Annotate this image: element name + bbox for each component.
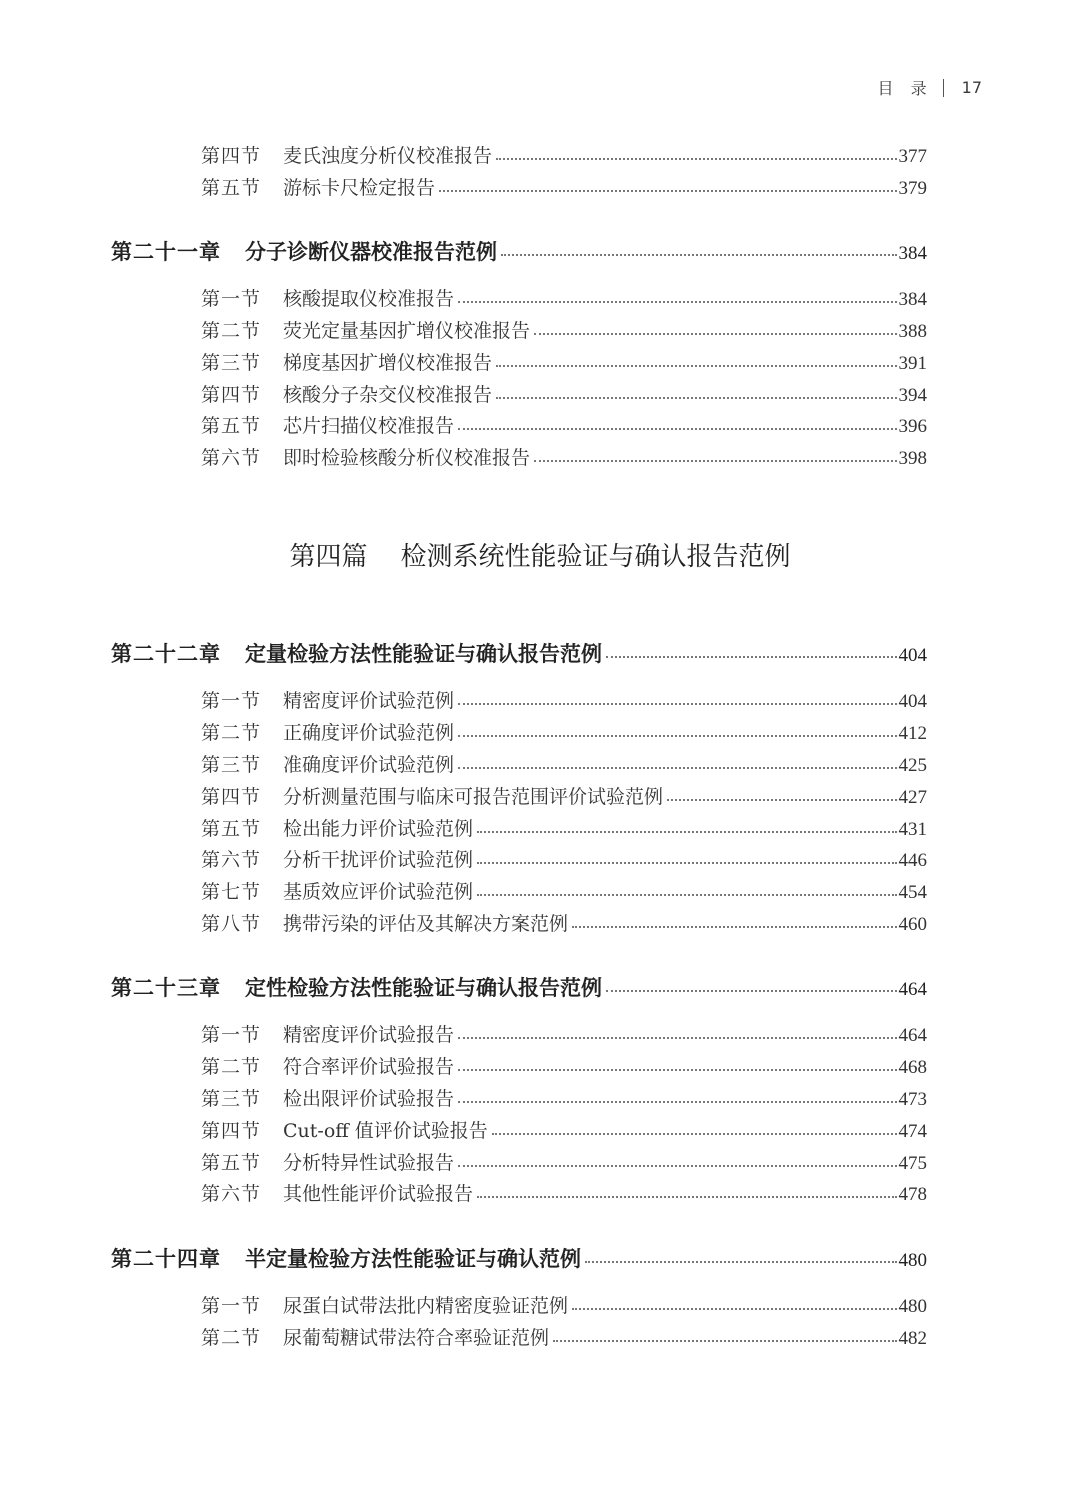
dot-leader xyxy=(606,990,897,992)
running-head-page-number: 17 xyxy=(961,78,982,97)
toc-section-entry xyxy=(201,814,927,841)
toc-chapter-entry xyxy=(111,638,927,668)
chapter-title: 半定量检验方法性能验证与确认范例 xyxy=(245,1246,581,1271)
section-number: 第一节 xyxy=(201,690,262,712)
dot-leader xyxy=(477,862,896,864)
section-number: 第四节 xyxy=(201,145,262,167)
toc-section-entry xyxy=(201,411,927,438)
dot-leader xyxy=(458,301,896,303)
section-page-number: 384 xyxy=(898,289,927,310)
dot-leader xyxy=(501,254,897,256)
section-number: 第三节 xyxy=(201,754,262,776)
section-page-number: 388 xyxy=(898,321,927,342)
running-head-section: 目 录 xyxy=(877,79,933,98)
section-number: 第六节 xyxy=(201,849,262,871)
chapter-number: 第二十四章 xyxy=(111,1246,221,1271)
toc-section-entry xyxy=(201,909,927,936)
section-page-number: 475 xyxy=(898,1153,927,1174)
running-head xyxy=(878,76,982,99)
section-page-number: 431 xyxy=(898,819,927,840)
chapter-page-number: 404 xyxy=(898,645,927,666)
section-number: 第五节 xyxy=(201,1152,262,1174)
section-page-number: 478 xyxy=(898,1184,927,1205)
section-title: 尿葡萄糖试带法符合率验证范例 xyxy=(283,1327,550,1349)
section-title: 精密度评价试验范例 xyxy=(283,690,455,712)
chapter-title: 定量检验方法性能验证与确认报告范例 xyxy=(245,641,602,666)
dot-leader xyxy=(606,656,897,658)
dot-leader xyxy=(458,1101,896,1103)
section-number: 第四节 xyxy=(201,1120,262,1142)
section-number: 第六节 xyxy=(201,447,262,469)
section-title: 正确度评价试验范例 xyxy=(283,722,455,744)
toc-section-entry xyxy=(201,1148,927,1175)
toc-section-entry xyxy=(201,877,927,904)
section-number: 第八节 xyxy=(201,913,262,935)
toc-section-entry xyxy=(201,1291,927,1318)
section-title: 游标卡尺检定报告 xyxy=(283,177,436,199)
toc-chapter-entry xyxy=(111,972,927,1002)
section-title: 符合率评价试验报告 xyxy=(283,1056,455,1078)
section-page-number: 454 xyxy=(898,882,927,903)
section-page-number: 464 xyxy=(898,1025,927,1046)
chapter-title: 分子诊断仪器校准报告范例 xyxy=(245,239,497,264)
section-number: 第五节 xyxy=(201,415,262,437)
section-number: 第四节 xyxy=(201,786,262,808)
section-page-number: 377 xyxy=(898,146,927,167)
dot-leader xyxy=(458,428,896,430)
section-page-number: 412 xyxy=(898,723,927,744)
dot-leader xyxy=(439,190,896,192)
section-number: 第二节 xyxy=(201,320,262,342)
dot-leader xyxy=(477,831,896,833)
chapter-number: 第二十一章 xyxy=(111,239,221,264)
chapter-page-number: 480 xyxy=(898,1250,927,1271)
toc-section-entry xyxy=(201,782,927,809)
dot-leader xyxy=(496,365,896,367)
section-number: 第二节 xyxy=(201,1327,262,1349)
dot-leader xyxy=(492,1133,897,1135)
section-number: 第六节 xyxy=(201,1183,262,1205)
toc-section-entry xyxy=(201,1020,927,1047)
dot-leader xyxy=(572,1308,896,1310)
section-title: 携带污染的评估及其解决方案范例 xyxy=(283,913,569,935)
section-number: 第三节 xyxy=(201,352,262,374)
dot-leader xyxy=(534,333,896,335)
section-title: 其他性能评价试验报告 xyxy=(283,1183,474,1205)
section-title: 准确度评价试验范例 xyxy=(283,754,455,776)
dot-leader xyxy=(458,1037,896,1039)
section-title: 麦氏浊度分析仪校准报告 xyxy=(283,145,493,167)
section-page-number: 379 xyxy=(898,178,927,199)
section-title: 分析干扰评价试验范例 xyxy=(283,849,474,871)
section-title: 荧光定量基因扩增仪校准报告 xyxy=(283,320,531,342)
toc-section-entry xyxy=(201,380,927,407)
section-page-number: 460 xyxy=(898,914,927,935)
section-page-number: 427 xyxy=(898,787,927,808)
section-page-number: 474 xyxy=(898,1121,927,1142)
section-title: 检出限评价试验报告 xyxy=(283,1088,455,1110)
toc-section-entry xyxy=(201,686,927,713)
section-page-number: 446 xyxy=(898,850,927,871)
section-title: 检出能力评价试验范例 xyxy=(283,818,474,840)
toc-section-entry xyxy=(201,316,927,343)
toc-section-entry xyxy=(201,1323,927,1350)
section-number: 第一节 xyxy=(201,1295,262,1317)
section-number: 第五节 xyxy=(201,818,262,840)
section-page-number: 396 xyxy=(898,416,927,437)
toc-section-entry xyxy=(201,1084,927,1111)
dot-leader xyxy=(458,703,896,705)
section-page-number: 480 xyxy=(898,1296,927,1317)
dot-leader xyxy=(667,799,896,801)
section-title: 芯片扫描仪校准报告 xyxy=(283,415,455,437)
section-title: 梯度基因扩增仪校准报告 xyxy=(283,352,493,374)
chapter-number: 第二十二章 xyxy=(111,641,221,666)
toc-section-entry xyxy=(201,718,927,745)
toc-section-entry xyxy=(201,141,927,168)
section-page-number: 394 xyxy=(898,385,927,406)
section-number: 第三节 xyxy=(201,1088,262,1110)
section-page-number: 398 xyxy=(898,448,927,469)
section-title: 核酸提取仪校准报告 xyxy=(283,288,455,310)
running-head-divider xyxy=(943,79,944,97)
section-title: 分析测量范围与临床可报告范围评价试验范例 xyxy=(283,786,664,808)
toc-section-entry xyxy=(201,1052,927,1079)
dot-leader xyxy=(572,926,896,928)
toc-section-entry xyxy=(201,1116,927,1143)
section-title: 尿蛋白试带法批内精密度验证范例 xyxy=(283,1295,569,1317)
toc-section-entry xyxy=(201,750,927,777)
section-title: 即时检验核酸分析仪校准报告 xyxy=(283,447,531,469)
dot-leader xyxy=(477,1196,896,1198)
dot-leader xyxy=(458,1165,896,1167)
section-page-number: 482 xyxy=(898,1328,927,1349)
section-page-number: 468 xyxy=(898,1057,927,1078)
dot-leader xyxy=(477,894,896,896)
section-title: 核酸分子杂交仪校准报告 xyxy=(283,384,493,406)
toc-section-entry xyxy=(201,284,927,311)
chapter-title: 定性检验方法性能验证与确认报告范例 xyxy=(245,975,602,1000)
chapter-number: 第二十三章 xyxy=(111,975,221,1000)
dot-leader xyxy=(458,767,896,769)
dot-leader xyxy=(458,735,896,737)
section-number: 第七节 xyxy=(201,881,262,903)
section-page-number: 391 xyxy=(898,353,927,374)
toc-section-entry xyxy=(201,173,927,200)
section-page-number: 473 xyxy=(898,1089,927,1110)
section-page-number: 425 xyxy=(898,755,927,776)
section-number: 第四节 xyxy=(201,384,262,406)
section-title: Cut-off 值评价试验报告 xyxy=(283,1120,488,1142)
section-number: 第二节 xyxy=(201,1056,262,1078)
dot-leader xyxy=(496,397,896,399)
toc-chapter-entry xyxy=(111,1243,927,1273)
section-number: 第一节 xyxy=(201,1024,262,1046)
toc-chapter-entry xyxy=(111,236,927,266)
section-title: 基质效应评价试验范例 xyxy=(283,881,474,903)
section-title: 分析特异性试验报告 xyxy=(283,1152,455,1174)
dot-leader xyxy=(534,460,896,462)
toc-section-entry xyxy=(201,1179,927,1206)
section-page-number: 404 xyxy=(898,691,927,712)
toc-section-entry xyxy=(201,845,927,872)
section-number: 第五节 xyxy=(201,177,262,199)
dot-leader xyxy=(585,1261,897,1263)
section-number: 第二节 xyxy=(201,722,262,744)
dot-leader xyxy=(458,1069,896,1071)
toc-section-entry xyxy=(201,348,927,375)
chapter-page-number: 464 xyxy=(898,979,927,1000)
chapter-page-number: 384 xyxy=(898,243,927,264)
section-title: 精密度评价试验报告 xyxy=(283,1024,455,1046)
toc-section-entry xyxy=(201,443,927,470)
section-number: 第一节 xyxy=(201,288,262,310)
dot-leader xyxy=(496,158,896,160)
part-title: 第四篇 检测系统性能验证与确认报告范例 xyxy=(289,542,791,572)
dot-leader xyxy=(553,1340,896,1342)
